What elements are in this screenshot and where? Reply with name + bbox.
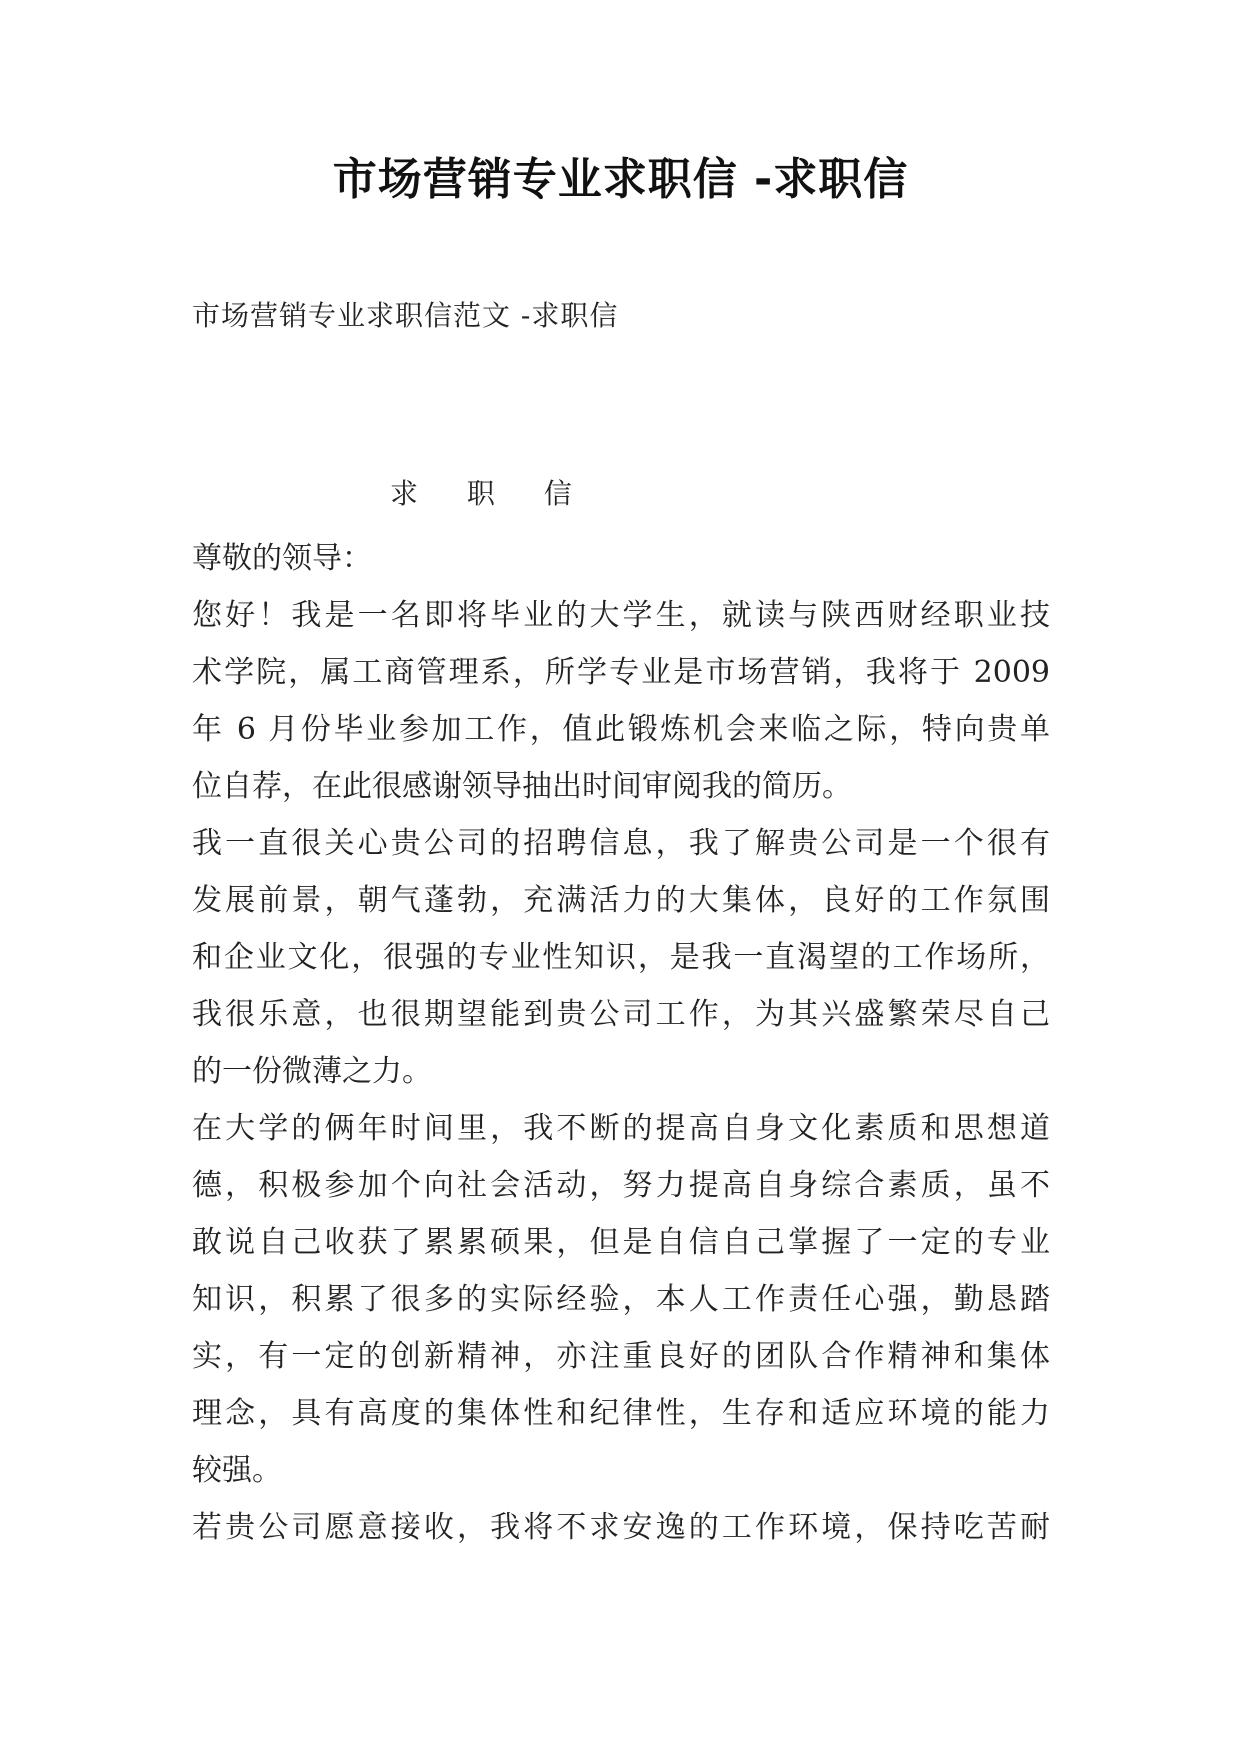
body-line: 术学院，属工商管理系，所学专业是市场营销，我将于 2009: [192, 655, 1050, 690]
document-title: 市场营销专业求职信 -求职信: [332, 154, 909, 205]
body-line: 知识，积累了很多的实际经验，本人工作责任心强，勤恳踏: [192, 1282, 1050, 1317]
body-line: 和企业文化，很强的专业性知识，是我一直渴望的工作场所，: [192, 940, 1050, 975]
body-line: 在大学的俩年时间里，我不断的提高自身文化素质和思想道: [192, 1111, 1050, 1146]
body-line: 德，积极参加个向社会活动，努力提高自身综合素质，虽不: [192, 1168, 1050, 1203]
letter-heading: 求 职 信: [390, 477, 592, 510]
body-line: 较强。: [192, 1453, 282, 1488]
body-line: 敢说自己收获了累累硕果，但是自信自己掌握了一定的专业: [192, 1225, 1050, 1260]
document-subtitle: 市场营销专业求职信范文 -求职信: [192, 299, 619, 332]
body-line: 我很乐意，也很期望能到贵公司工作，为其兴盛繁荣尽自己: [192, 997, 1050, 1032]
body-line: 的一份微薄之力。: [192, 1054, 432, 1089]
letter-body: [192, 530, 1050, 1556]
body-line: 年 6 月份毕业参加工作，值此锻炼机会来临之际，特向贵单: [192, 712, 1050, 747]
body-line: 您好！我是一名即将毕业的大学生，就读与陕西财经职业技: [192, 598, 1050, 633]
body-line: 实，有一定的创新精神，亦注重良好的团队合作精神和集体: [192, 1339, 1050, 1374]
body-line: 位自荐，在此很感谢领导抽出时间审阅我的简历。: [192, 769, 852, 804]
salutation-line: 尊敬的领导：: [192, 541, 372, 576]
body-line: 若贵公司愿意接收，我将不求安逸的工作环境，保持吃苦耐: [192, 1510, 1050, 1545]
body-line: 我一直很关心贵公司的招聘信息，我了解贵公司是一个很有: [192, 826, 1050, 861]
body-line: 发展前景，朝气蓬勃，充满活力的大集体，良好的工作氛围: [192, 883, 1050, 918]
body-line: 理念，具有高度的集体性和纪律性，生存和适应环境的能力: [192, 1396, 1050, 1431]
